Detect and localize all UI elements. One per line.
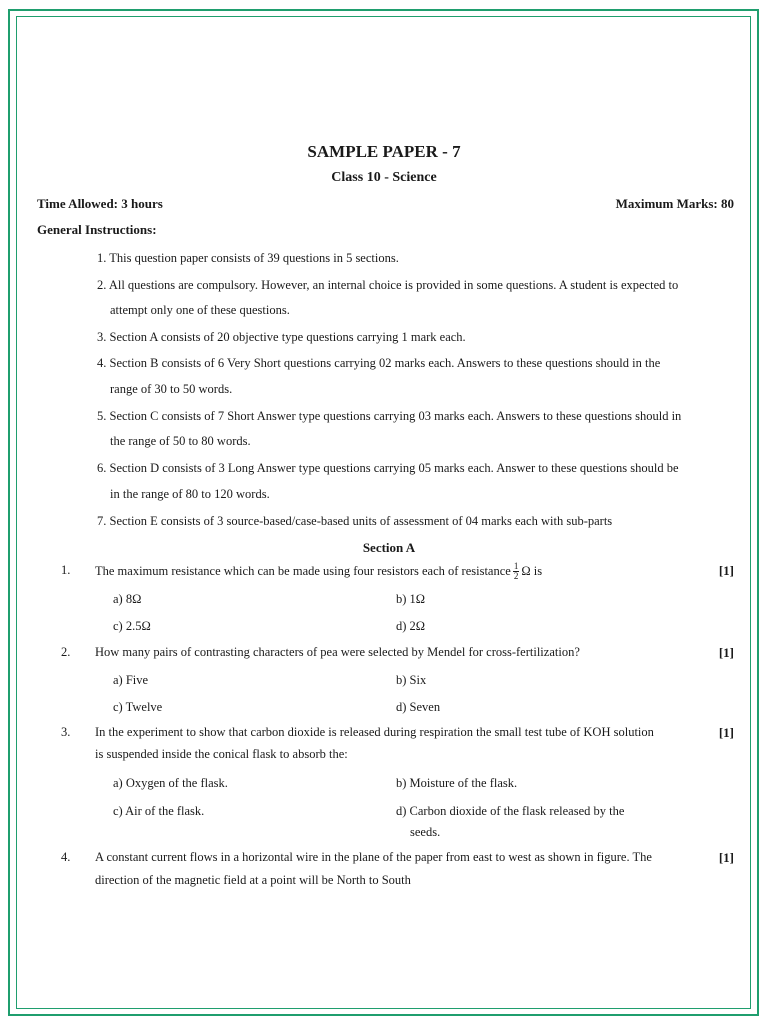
instruction-number: 2. bbox=[97, 278, 107, 292]
instruction-number: 5. bbox=[97, 409, 107, 423]
question-text-cont: is suspended inside the conical flask to absorb the: bbox=[95, 747, 348, 761]
question-text-after: Ω is bbox=[521, 563, 543, 578]
question-number: 4. bbox=[61, 850, 71, 864]
option-c[interactable]: c) 2.5Ω bbox=[113, 619, 151, 633]
fraction bbox=[513, 562, 520, 581]
option-a[interactable]: a) 8Ω bbox=[113, 592, 142, 606]
question-number: 2. bbox=[61, 645, 71, 659]
option-b[interactable]: b) Six bbox=[396, 673, 427, 687]
instruction-number: 4. bbox=[97, 356, 107, 370]
instruction-text: All questions are compulsory. However, an internal choice is provided in some questions. A student is expected to bbox=[108, 278, 679, 292]
paper-subtitle: Class 10 - Science bbox=[331, 170, 437, 185]
instruction-number: 3. bbox=[97, 330, 107, 344]
instruction-text-cont: range of 30 to 50 words. bbox=[110, 382, 233, 396]
instruction-text: Section B consists of 6 Very Short questions carrying 02 marks each. Answers to these questions should in the bbox=[109, 356, 661, 370]
question-text-cont: direction of the magnetic field at a point will be North to South bbox=[95, 873, 411, 887]
instruction-text-cont: the range of 50 to 80 words. bbox=[110, 434, 251, 448]
maximum-marks: Maximum Marks: 80 bbox=[615, 196, 734, 211]
instruction-text: Section A consists of 20 objective type questions carrying 1 mark each. bbox=[109, 330, 466, 344]
instruction-number: 1. bbox=[97, 251, 107, 265]
question-text bbox=[95, 558, 542, 584]
question-marks: [1] bbox=[718, 725, 734, 740]
instruction-text: Section D consists of 3 Long Answer type questions carrying 05 marks each. Answer to these questions should be bbox=[109, 461, 679, 475]
instruction-number: 6. bbox=[97, 461, 107, 475]
option-d[interactable]: d) Carbon dioxide of the flask released by the bbox=[396, 804, 625, 818]
instructions-heading: General Instructions: bbox=[37, 222, 157, 237]
option-d[interactable]: d) 2Ω bbox=[396, 619, 426, 633]
option-d-cont: seeds. bbox=[410, 825, 441, 839]
instruction-item bbox=[97, 278, 678, 293]
question-text: A constant current flows in a horizontal wire in the plane of the paper from east to west as shown in figure. The bbox=[95, 850, 652, 864]
instruction-text-cont: in the range of 80 to 120 words. bbox=[110, 487, 270, 501]
instruction-number: 7. bbox=[97, 514, 107, 528]
instruction-text: This question paper consists of 39 questions in 5 sections. bbox=[109, 251, 399, 265]
question-marks: [1] bbox=[718, 563, 734, 578]
instruction-item bbox=[97, 514, 612, 529]
question-text: In the experiment to show that carbon dioxide is released during respiration the small test tube of KOH solution bbox=[95, 725, 654, 739]
instruction-text: Section C consists of 7 Short Answer type questions carrying 03 marks each. Answers to these questions should in bbox=[109, 409, 682, 423]
option-d[interactable]: d) Seven bbox=[396, 700, 441, 714]
instruction-item bbox=[97, 251, 399, 266]
instruction-text-cont: attempt only one of these questions. bbox=[110, 303, 290, 317]
option-b[interactable]: b) Moisture of the flask. bbox=[396, 776, 518, 790]
option-c[interactable]: c) Air of the flask. bbox=[113, 804, 205, 818]
paper-title: SAMPLE PAPER - 7 bbox=[307, 142, 461, 161]
instruction-item bbox=[97, 330, 466, 345]
instruction-item bbox=[97, 461, 679, 476]
question-number: 3. bbox=[61, 725, 71, 739]
instruction-text: Section E consists of 3 source-based/case-based units of assessment of 04 marks each with sub-parts bbox=[109, 514, 613, 528]
time-allowed: Time Allowed: 3 hours bbox=[37, 196, 163, 211]
instruction-item bbox=[97, 409, 681, 424]
question-text: How many pairs of contrasting characters of pea were selected by Mendel for cross-fertilization? bbox=[95, 645, 580, 659]
option-c[interactable]: c) Twelve bbox=[113, 700, 163, 714]
option-a[interactable]: a) Five bbox=[113, 673, 149, 687]
section-a-title: Section A bbox=[362, 540, 416, 555]
fraction-denominator: 2 bbox=[513, 570, 519, 581]
option-b[interactable]: b) 1Ω bbox=[396, 592, 426, 606]
question-number: 1. bbox=[61, 563, 71, 577]
instruction-item bbox=[97, 356, 660, 371]
question-marks: [1] bbox=[718, 645, 734, 660]
fraction-numerator: 1 bbox=[513, 560, 519, 571]
option-a[interactable]: a) Oxygen of the flask. bbox=[113, 776, 228, 790]
question-text-before: The maximum resistance which can be made using four resistors each of resistance bbox=[95, 563, 511, 578]
question-marks: [1] bbox=[718, 850, 734, 865]
